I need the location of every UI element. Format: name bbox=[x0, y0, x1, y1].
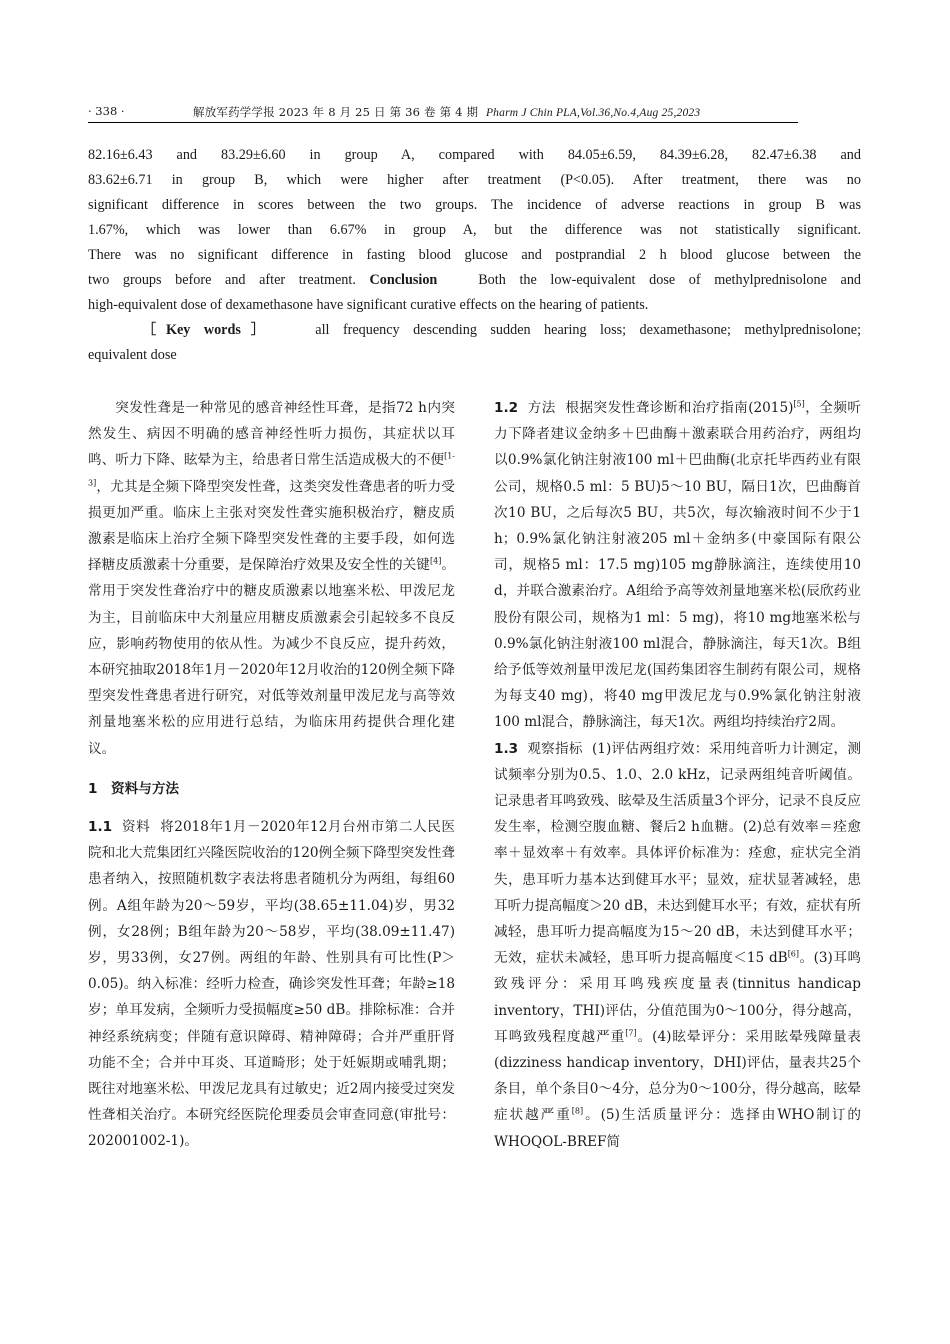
abstract-line: high-equivalent dose of dexamethasone have significant curative effects on the hearing of patients. bbox=[88, 297, 649, 313]
subsection-text: 根据突发性聋诊断和治疗指南(2015) bbox=[565, 400, 794, 416]
intro-text: 突发性聋是一种常见的感音神经性耳聋，是指72 h内突然发生、病因不明确的感音神经性听力损伤，其症状以耳鸣、听力下降、眩晕为主，给患者日常生活造成极大的不便 bbox=[88, 400, 455, 469]
subsection-title: 方法 bbox=[527, 400, 556, 416]
subsection-text: (1)评估两组疗效：采用纯音听力计测定，测试频率分别为0.5、1.0、2.0 kHz，记录两组纯音听阈值。记录患者耳鸣致残、眩晕及生活质量3个评分，记录不良反应发生率，检测空腹血糖、餐后2 h血糖。(2)总有效率＝痊愈率＋显效率＋有效率。具体评价标准为：痊愈，症状完全消失，患耳听力基本达到健耳水平；显效，症状显著减轻，患耳听力提高幅度＞20 dB，未达到健耳水平；有效，症状有所减轻，患耳听力提高幅度为15～20 dB，未达到健耳水平；无效，症状未减轻，患耳听力提高幅度＜15 dB bbox=[494, 740, 861, 967]
citation-ref: [6] bbox=[787, 949, 800, 959]
section-heading: 1 资料与方法 bbox=[88, 780, 180, 797]
subsection-number: 1.1 bbox=[88, 819, 113, 836]
subsection-number: 1.3 bbox=[494, 740, 519, 757]
abstract-line: There was no significant difference in fasting blood glucose and postprandial 2 h blood glucose between the bbox=[88, 247, 861, 263]
page-number: · 338 · bbox=[88, 104, 125, 118]
subsection-text: 。(4)眩晕评分：采用眩晕残障量表(dizziness handicap inventory，DHI)评估，量表共25个条目，单个条目0～4分，总分为0～100分，得分越高，眩晕症状越严重 bbox=[494, 1028, 861, 1124]
abstract-text: two groups before and after treatment. bbox=[88, 272, 356, 288]
abstract-line: 1.67%, which was lower than 6.67% in group A, but the difference was not statistically significant. bbox=[88, 222, 861, 238]
journal-name-en: Pharm J Chin PLA,Vol.36,No.4,Aug 25,2023 bbox=[485, 107, 701, 119]
abstract-text: Both the low-equivalent dose of methylprednisolone and bbox=[478, 272, 862, 288]
abstract-line: significant difference in scores between the two groups. The incidence of adverse reactions in group B was bbox=[88, 197, 861, 213]
journal-citation bbox=[193, 104, 700, 120]
left-column bbox=[88, 395, 455, 1155]
intro-paragraph bbox=[88, 395, 455, 762]
intro-text: ，尤其是全频下降型突发性聋，这类突发性聋患者的听力受损更加严重。临床上主张对突发性聋实施积极治疗，糖皮质激素是临床上治疗全频下降型突发性聋的主要手段，如何选择糖皮质激素十分重要，是保障治疗效果及安全性的关键 bbox=[88, 478, 455, 574]
subsection-1-1 bbox=[88, 814, 455, 1155]
subsection-1-3 bbox=[494, 736, 861, 1155]
keywords-label: ［Key words］ bbox=[141, 322, 275, 338]
subsection-text: 将2018年1月－2020年12月台州市第二人民医院和北大荒集团红兴隆医院收治的120例全频下降型突发性聋患者纳入，按照随机数字表法将患者随机分为两组，每组60例。A组年龄为20～59岁，平均(38.65±11.04)岁，男32例，女28例；B组年龄为20～58岁，平均(38.09±11.47)岁，男33例，女27例。两组的年龄、性别具有可比性(P＞0.05)。纳入标准：经听力检查，确诊突发性耳聋；年龄≥18岁；单耳发病，全频听力受损幅度≥50 dB。排除标准：合并神经系统病变；伴随有意识障碍、精神障碍；合并严重肝肾功能不全；合并中耳炎、耳道畸形；处于妊娠期或哺乳期；既往对地塞米松、甲泼尼龙具有过敏史；近2周内接受过突发性聋相关治疗。本研究经医院伦理委员会审查同意(审批号：202001002-1)。 bbox=[88, 819, 455, 1150]
subsection-text: 。(3)耳鸣致残评分：采用耳鸣残疾度量表(tinnitus handicap inventory，THI)评估，分值范围为0～100分，得分越高，耳鸣致残程度越严重 bbox=[494, 950, 861, 1045]
subsection-title: 资料 bbox=[121, 819, 151, 836]
keywords-line: equivalent dose bbox=[88, 347, 177, 363]
keywords bbox=[88, 318, 861, 368]
subsection-number: 1.2 bbox=[494, 400, 519, 416]
subsection-1-2 bbox=[494, 395, 861, 736]
right-column bbox=[494, 395, 861, 1155]
citation-ref: [4] bbox=[429, 556, 442, 566]
citation-ref: [8] bbox=[571, 1106, 584, 1116]
intro-text: 。常用于突发性聋治疗中的糖皮质激素以地塞米松、甲泼尼龙为主，目前临床中大剂量应用糖皮质激素会引起较多不良反应，影响药物使用的依从性。为减少不良反应，提升药效，本研究抽取2018年1月－2020年12月收治的120例全频下降型突发性聋患者进行研究，对低等效剂量甲泼尼龙与高等效剂量地塞米松的应用进行总结，为临床用药提供合理化建议。 bbox=[88, 557, 456, 757]
citation-ref: [5] bbox=[793, 399, 805, 409]
subsection-text: 。(5)生活质量评分：选择由WHO制订的WHOQOL-BREF简 bbox=[494, 1107, 861, 1150]
citation-ref: [1-3] bbox=[88, 451, 455, 488]
keywords-text: all frequency descending sudden hearing loss; dexamethasone; methylprednisolone; bbox=[315, 322, 862, 338]
subsection-text: ，全频听力下降者建议金纳多＋巴曲酶＋激素联合用药治疗，两组均以0.9%氯化钠注射液100 ml＋巴曲酶(北京托毕西药业有限公司，规格0.5 ml：5 BU)5～10 BU，隔日1次，巴曲酶首次10 BU，之后每次5 BU，共5次，每次输液时间不少于1 h；0.9%氯化钠注射液205 ml＋金纳多(中豪国际有限公司，规格5 ml：17.5 mg)105 mg静脉滴注，连续使用10 d，并联合激素治疗。A组给予高等效剂量地塞米松(辰欣药业股份有限公司，规格为1 ml：5 mg)，将10 mg地塞米松与0.9%氯化钠注射液100 ml混合，静脉滴注，每天1次。B组给予低等效剂量甲泼尼龙(国药集团容生制药有限公司，规格为每支40 mg)，将40 mg甲泼尼龙与0.9%氯化钠注射液100 ml混合，静脉滴注，每天1次。两组均持续治疗2周。 bbox=[494, 400, 862, 731]
conclusion-label: Conclusion bbox=[369, 272, 438, 288]
subsection-title: 观察指标 bbox=[527, 740, 583, 757]
keywords-line bbox=[88, 318, 861, 343]
citation-ref: [7] bbox=[625, 1028, 637, 1038]
abstract-line bbox=[88, 268, 861, 293]
running-header bbox=[88, 104, 798, 124]
abstract-line: 82.16±6.43 and 83.29±6.60 in group A, compared with 84.05±6.59, 84.39±6.28, 82.47±6.38 and bbox=[88, 147, 861, 163]
abstract-line: 83.62±6.71 in group B, which were higher after treatment (P<0.05). After treatment, there was no bbox=[88, 172, 861, 188]
abstract-continuation bbox=[88, 143, 861, 318]
journal-name-cn: 解放军药学学报 2023 年 8 月 25 日 第 36 卷 第 4 期 bbox=[193, 105, 479, 119]
header-rule bbox=[88, 122, 798, 123]
